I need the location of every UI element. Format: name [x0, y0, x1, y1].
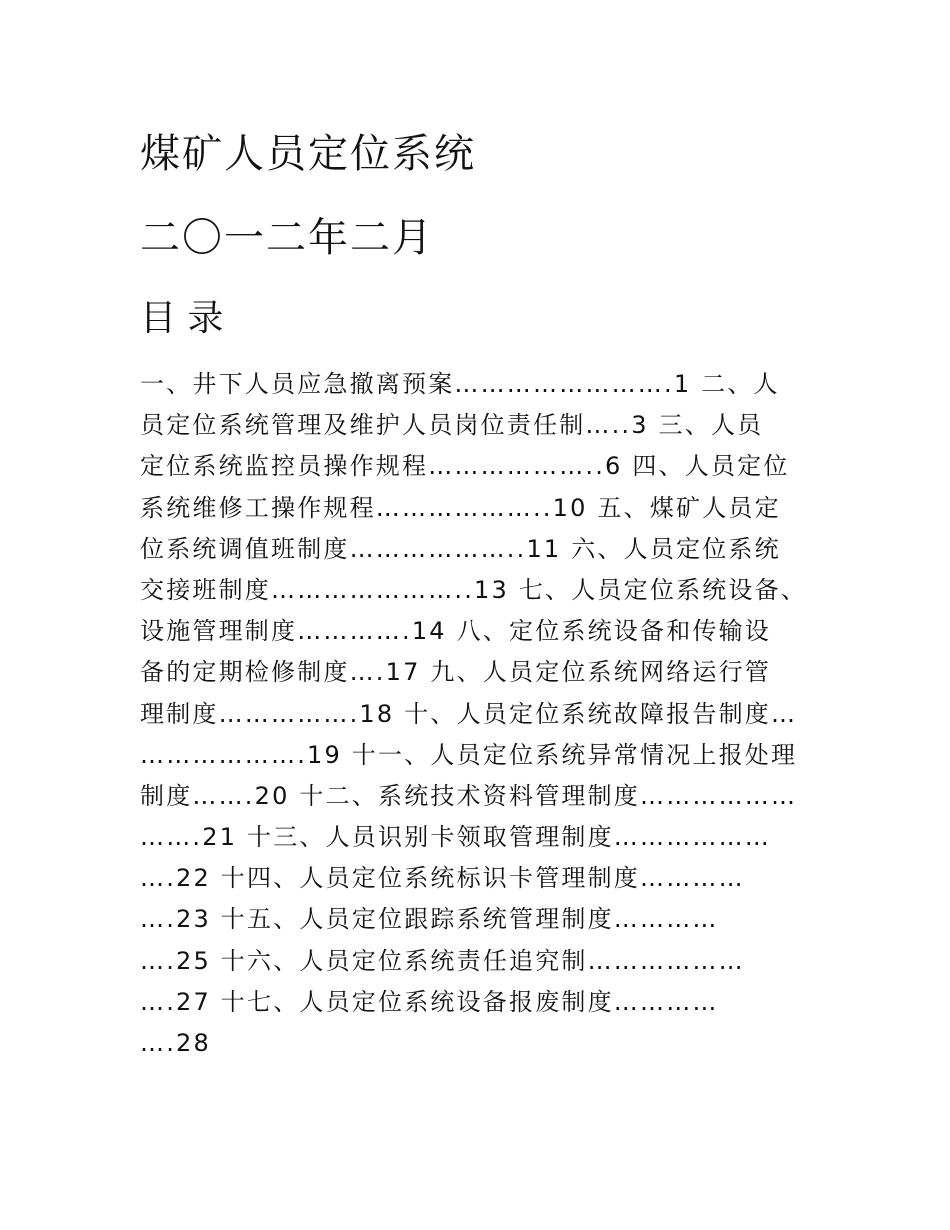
toc-line: ….25 十六、人员定位系统责任追究制……………… [140, 946, 745, 975]
toc-line: 位系统调值班制度………………..11 六、人员定位系统 [140, 534, 781, 563]
toc-line: …….21 十三、人员识别卡领取管理制度……………… [140, 823, 771, 852]
toc-line: 定位系统监控员操作规程………………..6 四、人员定位 [140, 452, 790, 481]
toc-line: ……………….19 十一、人员定位系统异常情况上报处理 [140, 740, 798, 769]
toc-line: 制度…….20 十二、系统技术资料管理制度……………… [140, 781, 798, 810]
toc-line: 一、井下人员应急撤离预案…………………….1 二、人 [140, 370, 780, 398]
toc-line: 备的定期检修制度….17 九、人员定位系统网络运行管 [140, 658, 771, 687]
toc-line: 设施管理制度………….14 八、定位系统设备和传输设 [140, 617, 771, 646]
table-of-contents [140, 364, 840, 1064]
toc-line: ….23 十五、人员定位跟踪系统管理制度………… [140, 905, 719, 934]
document-date: 二〇一二年二月 [140, 215, 434, 261]
toc-line: ….28 [140, 1029, 211, 1057]
toc-line: 系统维修工操作规程………………..10 五、煤矿人员定 [140, 493, 781, 522]
toc-line: 员定位系统管理及维护人员岗位责任制…..3 三、人员 [140, 411, 764, 440]
toc-line: 交接班制度…………………..13 七、人员定位系统设备、 [140, 575, 808, 604]
document-title: 煤矿人员定位系统 [140, 131, 476, 177]
toc-heading: 目 录 [140, 298, 224, 339]
toc-line: ….22 十四、人员定位系统标识卡管理制度………… [140, 864, 745, 893]
toc-line: 理制度…………….18 十、人员定位系统故障报告制度… [140, 699, 798, 728]
toc-line: ….27 十七、人员定位系统设备报废制度………… [140, 987, 719, 1016]
